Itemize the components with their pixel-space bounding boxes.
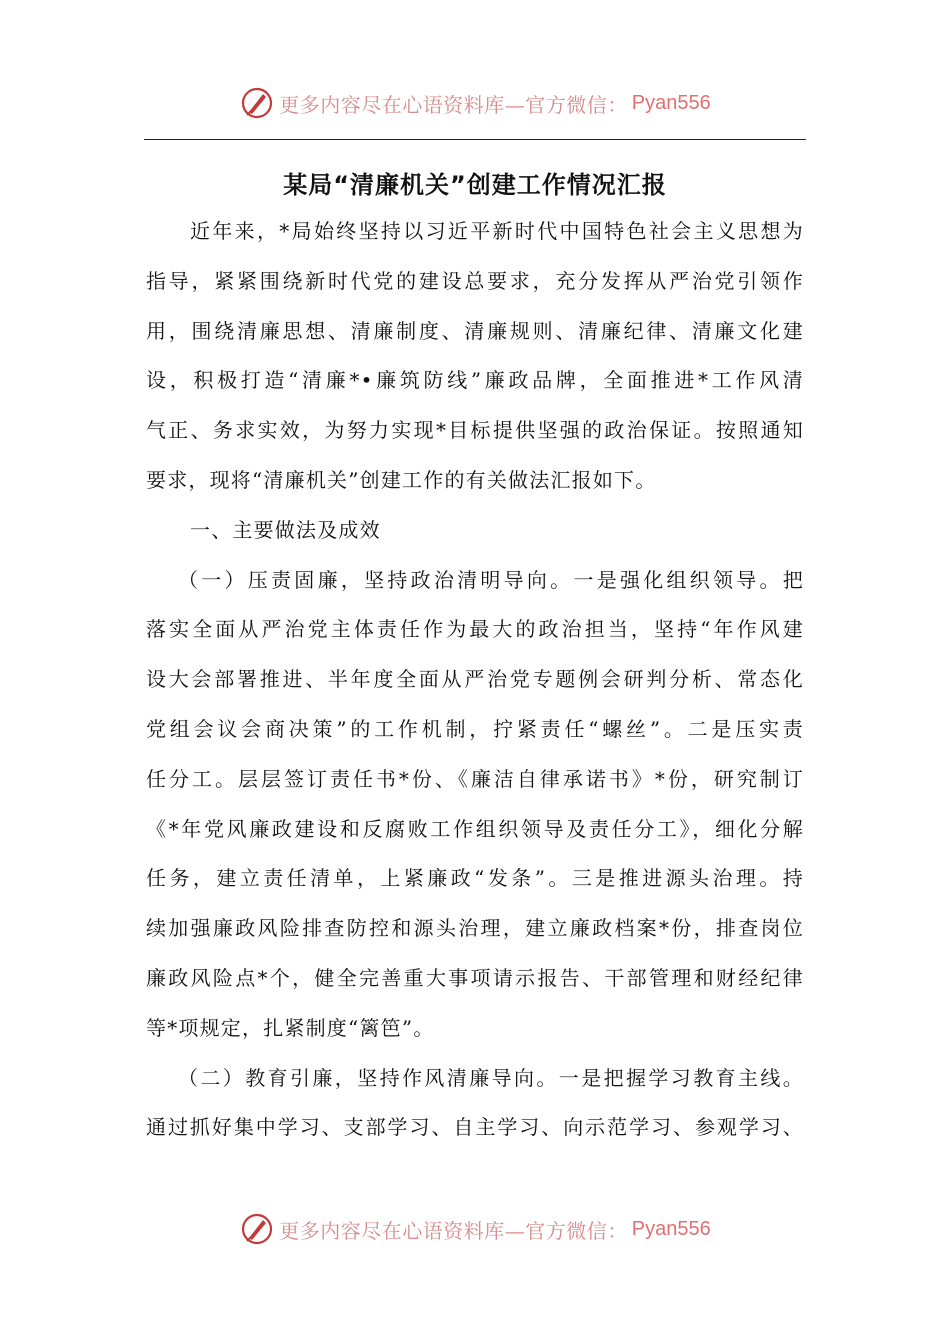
watermark-brand-text: 更多内容尽在心语资料库—官方微信： (279, 92, 628, 117)
text-line: 《*年党风廉政建设和反腐败工作组织领导及责任分工》，细化分解 (146, 816, 804, 841)
watermark-account-text: Pyan556 (631, 91, 711, 114)
text-line: 任务，建立责任清单，上紧廉政“发条”。三是推进源头治理。持 (146, 866, 804, 891)
text-line: 设，积极打造“清廉*•廉筑防线”廉政品牌，全面推进*工作风清 (146, 368, 804, 393)
text-line: 设大会部署推进、半年度全面从严治党专题例会研判分析、常态化 (146, 667, 804, 692)
watermark-banner-top (0, 83, 950, 123)
text-line: 等*项规定，扎紧制度“篱笆”。 (146, 1015, 435, 1040)
text-line: 续加强廉政风险排查防控和源头治理，建立廉政档案*份，排查岗位 (146, 916, 804, 941)
text-line: 通过抓好集中学习、支部学习、自主学习、向示范学习、参观学习、 (146, 1115, 804, 1140)
quill-logo-icon (239, 85, 275, 121)
text-line: 气正、务求实效，为努力实现*目标提供坚强的政治保证。按照通知 (146, 418, 804, 443)
watermark-banner-bottom (0, 1209, 950, 1249)
paragraph-intro (146, 207, 804, 506)
text-line: 落实全面从严治党主体责任作为最大的政治担当，坚持“年作风建 (146, 617, 804, 642)
watermark-account-text: Pyan556 (631, 1217, 711, 1240)
text-line: 指导，紧紧围绕新时代党的建设总要求，充分发挥从严治党引领作 (146, 268, 804, 293)
text-line: 党组会议会商决策”的工作机制，拧紧责任“螺丝”。二是压实责 (146, 716, 804, 741)
text-line: 一、主要做法及成效 (190, 517, 381, 542)
text-line: 廉政风险点*个，健全完善重大事项请示报告、干部管理和财经纪律 (146, 965, 804, 990)
paragraph-section-2 (146, 1054, 804, 1154)
section-heading (146, 506, 804, 556)
text-line: 近年来，*局始终坚持以习近平新时代中国特色社会主义思想为 (190, 219, 804, 243)
watermark-brand-text: 更多内容尽在心语资料库—官方微信： (279, 1218, 628, 1243)
quill-logo-icon (239, 1211, 275, 1247)
text-line: 用，围绕清廉思想、清廉制度、清廉规则、清廉纪律、清廉文化建 (146, 318, 804, 343)
document-body (146, 207, 804, 1153)
text-line: 任分工。层层签订责任书*份、《廉洁自律承诺书》*份，研究制订 (146, 766, 804, 791)
text-line: （一）压责固廉，坚持政治清明导向。一是强化组织领导。把 (178, 567, 804, 592)
header-divider (144, 139, 806, 140)
text-line: （二）教育引廉，坚持作风清廉导向。一是把握学习教育主线。 (178, 1065, 804, 1090)
paragraph-section-1 (146, 556, 804, 1054)
document-title: 某局“清廉机关”创建工作情况汇报 (283, 171, 667, 199)
text-line: 要求，现将“清廉机关”创建工作的有关做法汇报如下。 (146, 467, 657, 492)
